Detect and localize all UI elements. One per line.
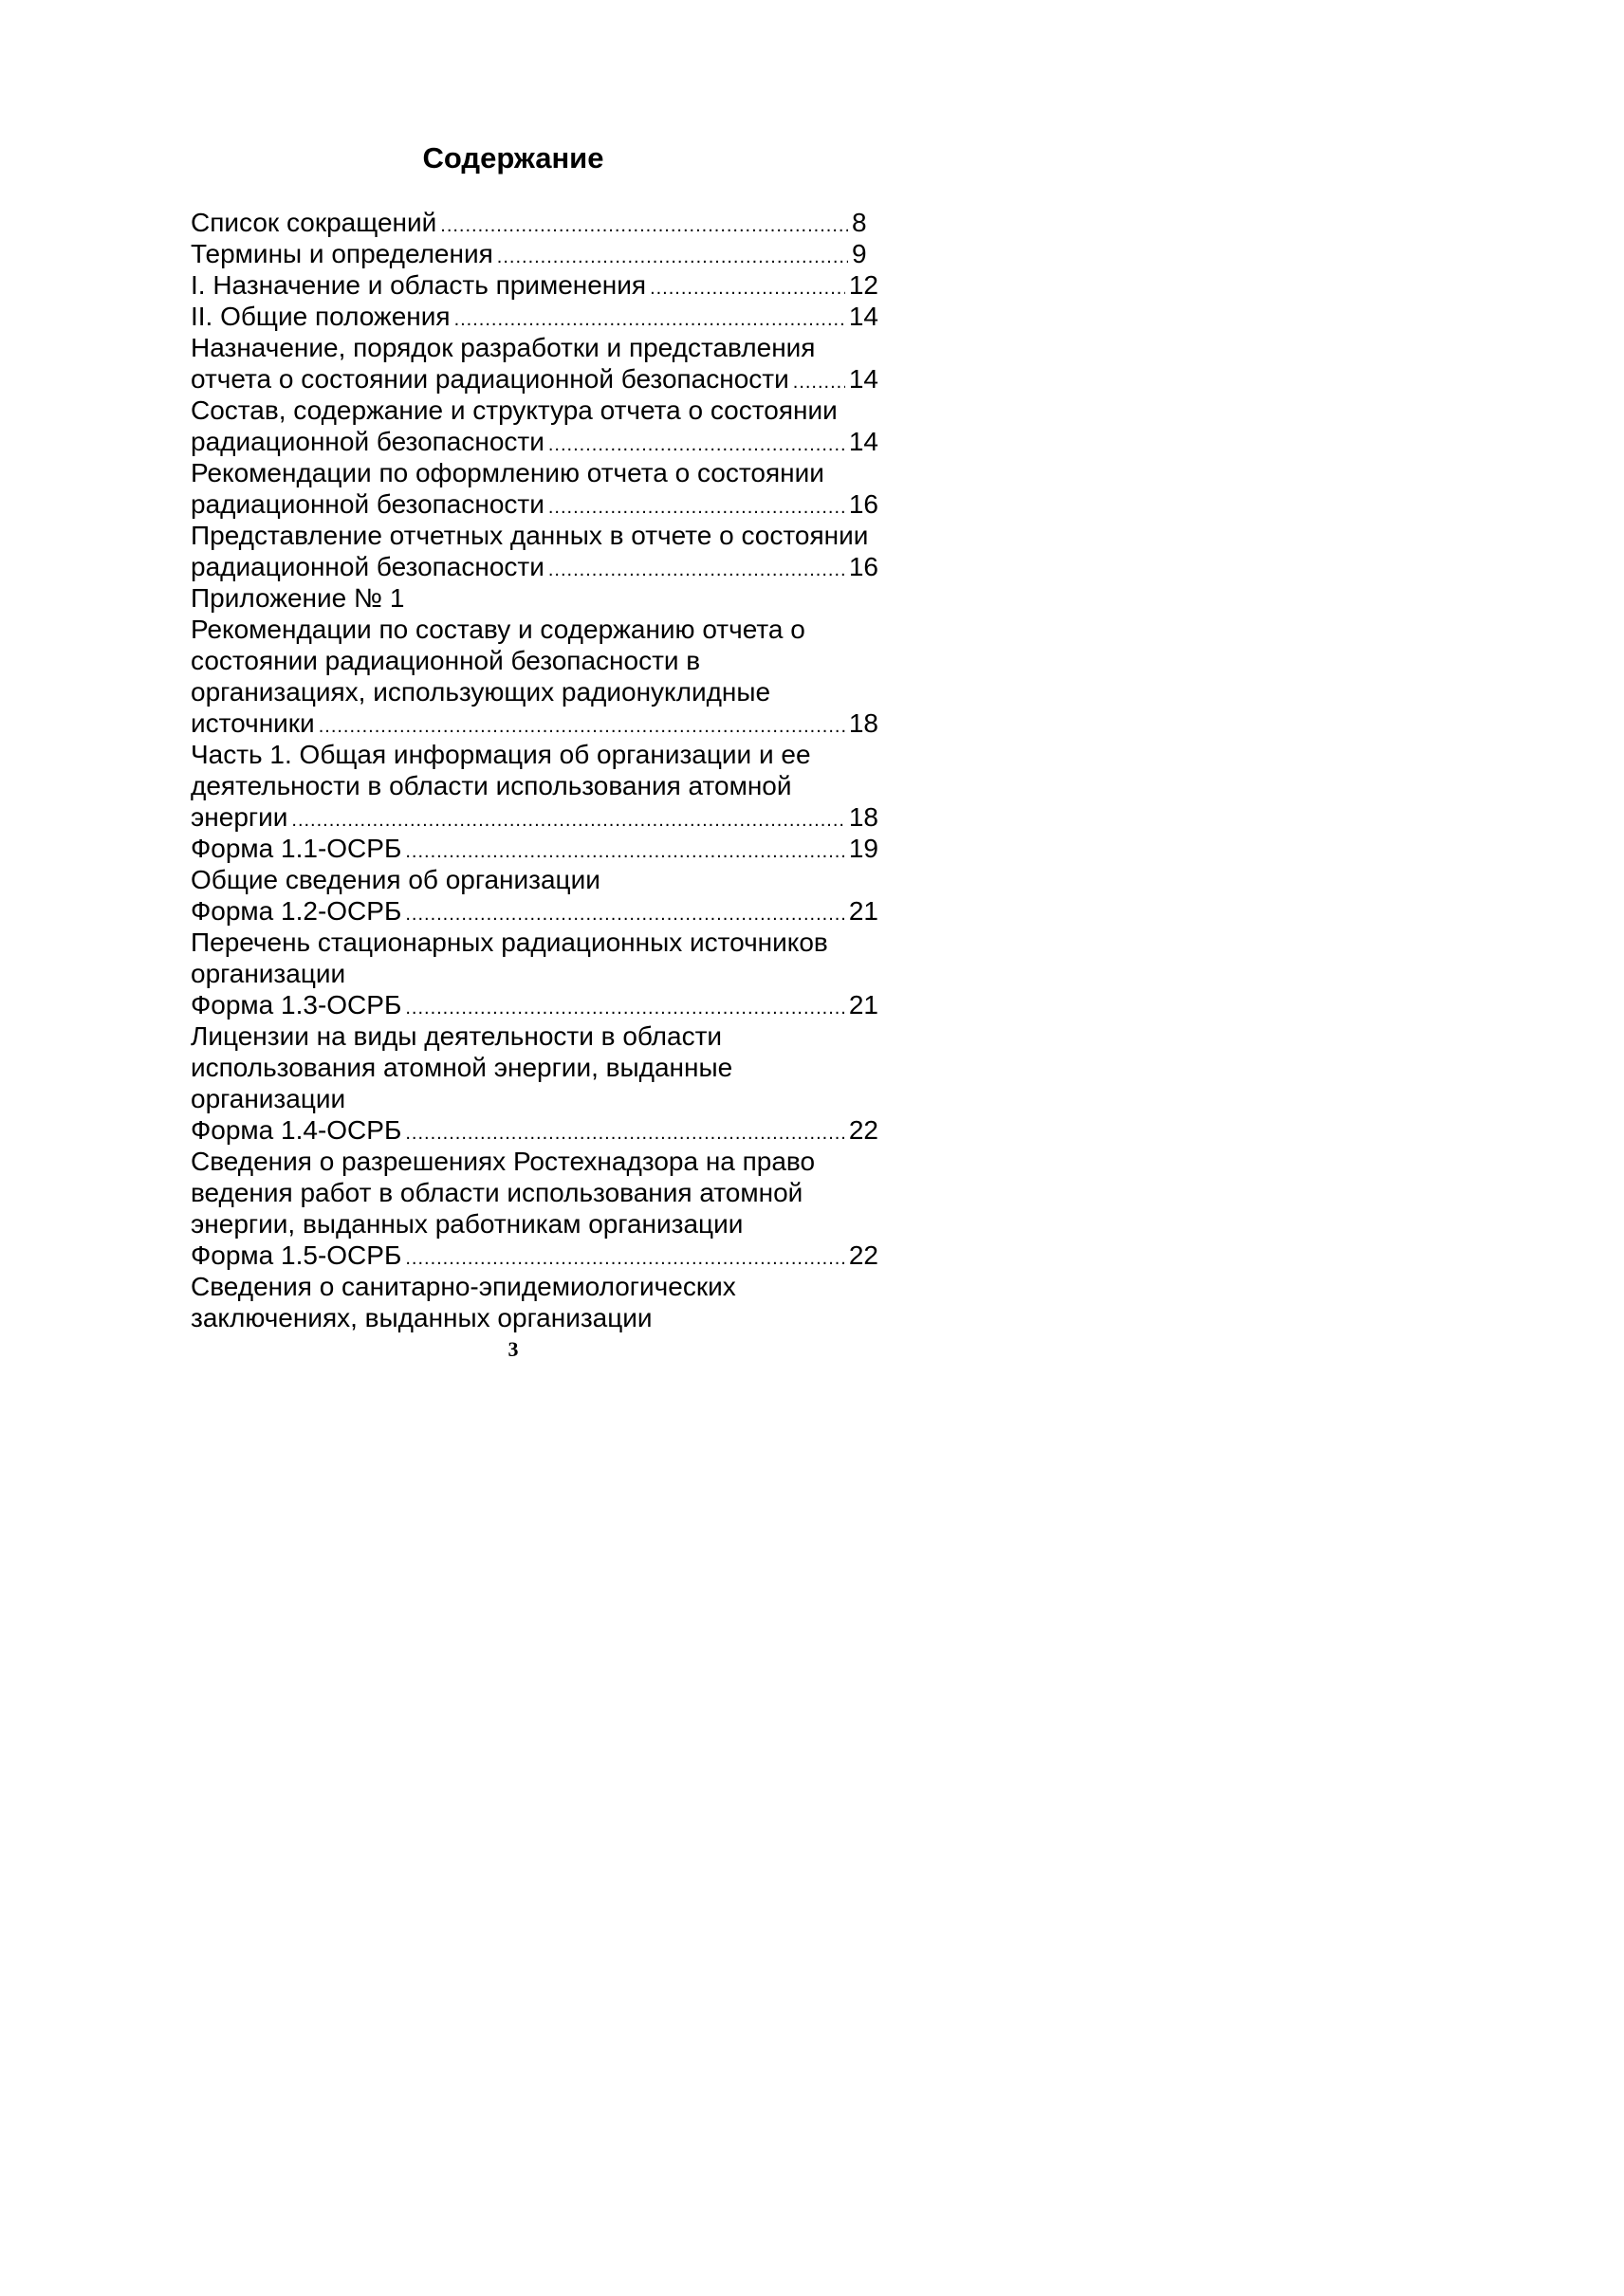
toc-entry-text: Перечень стационарных радиационных источников bbox=[191, 928, 828, 957]
toc-entry bbox=[191, 676, 878, 707]
toc-entry bbox=[191, 1208, 878, 1240]
toc-entry-text: организации bbox=[191, 959, 346, 988]
toc-entry-page: 9 bbox=[852, 239, 867, 268]
toc-entry-text: радиационной безопасности bbox=[191, 489, 544, 519]
toc-entry bbox=[191, 488, 878, 520]
toc-entry bbox=[191, 269, 878, 301]
toc-entry-page: 22 bbox=[848, 1115, 878, 1145]
toc-entry-page: 21 bbox=[848, 896, 878, 926]
toc-entry-text: Назначение, порядок разработки и представления bbox=[191, 333, 816, 362]
toc-entry bbox=[191, 1052, 878, 1083]
toc-entry bbox=[191, 520, 878, 551]
toc-entry-text: I. Назначение и область применения bbox=[191, 270, 647, 300]
toc-entry bbox=[191, 1083, 878, 1114]
toc-entry bbox=[191, 332, 878, 363]
toc-title: Содержание bbox=[422, 141, 604, 174]
toc-entry-page: 12 bbox=[848, 270, 878, 300]
toc-entry-text: радиационной безопасности bbox=[191, 552, 544, 581]
toc-entry bbox=[191, 457, 878, 488]
toc-entry-text: Сведения о санитарно-эпидемиологических bbox=[191, 1272, 736, 1301]
toc-entry bbox=[191, 551, 878, 582]
toc-entry-text: отчета о состоянии радиационной безопасности bbox=[191, 364, 789, 394]
toc-entry-page: 22 bbox=[848, 1240, 878, 1270]
toc-entry-page: 19 bbox=[848, 834, 878, 863]
toc-entry-text: Общие сведения об организации bbox=[191, 865, 600, 894]
table-of-contents bbox=[191, 207, 878, 1333]
toc-entry-text: использования атомной энергии, выданные bbox=[191, 1053, 733, 1082]
toc-entry-text: Форма 1.1-ОСРБ bbox=[191, 834, 402, 863]
toc-entry-text: Термины и определения bbox=[191, 239, 493, 268]
toc-entry-page: 18 bbox=[848, 708, 878, 738]
toc-entry-text: II. Общие положения bbox=[191, 302, 451, 331]
toc-entry bbox=[191, 1020, 878, 1052]
toc-entry bbox=[191, 426, 878, 457]
toc-entry bbox=[191, 614, 878, 645]
toc-entry bbox=[191, 833, 878, 864]
toc-entry-text: ведения работ в области использования атомной bbox=[191, 1178, 803, 1207]
toc-entry-page: 16 bbox=[848, 552, 878, 581]
toc-entry-text: источники bbox=[191, 708, 315, 738]
toc-entry bbox=[191, 770, 878, 801]
toc-entry-page: 8 bbox=[852, 208, 867, 237]
toc-entry bbox=[191, 895, 878, 927]
toc-entry-page: 16 bbox=[848, 489, 878, 519]
toc-entry-text: Рекомендации по оформлению отчета о состоянии bbox=[191, 458, 824, 487]
toc-entry-text: организациях, использующих радионуклидные bbox=[191, 677, 771, 707]
toc-entry-text: радиационной безопасности bbox=[191, 427, 544, 456]
toc-entry-text: Форма 1.4-ОСРБ bbox=[191, 1115, 402, 1145]
dot-leader bbox=[548, 555, 845, 586]
toc-entry bbox=[191, 1114, 878, 1146]
toc-entry-text: Список сокращений bbox=[191, 208, 437, 237]
toc-entry bbox=[191, 1271, 878, 1302]
toc-entry-text: Сведения о разрешениях Ростехнадзора на право bbox=[191, 1147, 816, 1176]
toc-entry bbox=[191, 801, 878, 833]
toc-entry bbox=[191, 645, 878, 676]
toc-entry bbox=[191, 238, 878, 269]
toc-entry-text: Состав, содержание и структура отчета о состоянии bbox=[191, 395, 838, 425]
dot-leader bbox=[650, 273, 845, 304]
dot-leader bbox=[440, 211, 848, 242]
toc-entry bbox=[191, 1302, 878, 1333]
toc-entry bbox=[191, 301, 878, 332]
toc-entry-text: организации bbox=[191, 1084, 346, 1113]
toc-entry-page: 21 bbox=[848, 990, 878, 1019]
toc-entry-page: 18 bbox=[848, 802, 878, 832]
toc-entry-text: заключениях, выданных организации bbox=[191, 1303, 653, 1332]
toc-entry bbox=[191, 864, 878, 895]
toc-entry bbox=[191, 207, 878, 238]
toc-entry-text: Форма 1.3-ОСРБ bbox=[191, 990, 402, 1019]
toc-entry-text: Форма 1.5-ОСРБ bbox=[191, 1240, 402, 1270]
toc-entry-text: Лицензии на виды деятельности в области bbox=[191, 1021, 723, 1051]
toc-entry bbox=[191, 927, 878, 958]
toc-entry-text: Форма 1.2-ОСРБ bbox=[191, 896, 402, 926]
toc-entry-text: Рекомендации по составу и содержанию отчета о bbox=[191, 615, 805, 644]
toc-entry-text: Приложение № 1 bbox=[191, 583, 405, 613]
toc-entry bbox=[191, 363, 878, 395]
toc-entry bbox=[191, 1177, 878, 1208]
document-page bbox=[0, 0, 1045, 1478]
toc-entry bbox=[191, 989, 878, 1020]
page-number: 3 bbox=[508, 1337, 519, 1361]
toc-entry-text: Представление отчетных данных в отчете о состоянии bbox=[191, 521, 869, 550]
toc-entry-page: 14 bbox=[848, 427, 878, 456]
toc-entry-text: энергии, выданных работникам организации bbox=[191, 1209, 744, 1239]
toc-entry bbox=[191, 395, 878, 426]
toc-entry-page: 14 bbox=[848, 302, 878, 331]
toc-entry-text: деятельности в области использования атомной bbox=[191, 771, 792, 800]
toc-entry-text: энергии bbox=[191, 802, 288, 832]
toc-entry bbox=[191, 958, 878, 989]
toc-entry-text: состоянии радиационной безопасности в bbox=[191, 646, 701, 675]
toc-entry bbox=[191, 1146, 878, 1177]
toc-entry bbox=[191, 582, 878, 614]
toc-entry-text: Часть 1. Общая информация об организации и ее bbox=[191, 740, 811, 769]
toc-entry bbox=[191, 1240, 878, 1271]
toc-entry bbox=[191, 739, 878, 770]
toc-entry bbox=[191, 707, 878, 739]
toc-entry-page: 14 bbox=[848, 364, 878, 394]
